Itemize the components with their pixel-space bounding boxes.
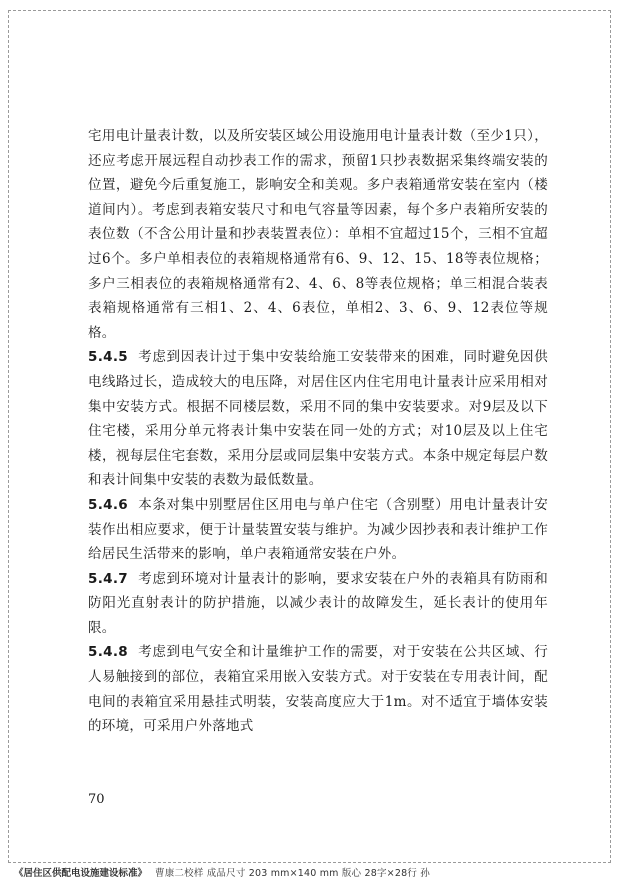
footer-book-title: 《居住区供配电设施建设标准》 bbox=[14, 868, 148, 879]
clause-5-4-7 bbox=[88, 567, 548, 641]
clause-number: 5.4.8 bbox=[88, 644, 128, 661]
paragraph-text: 考虑到电气安全和计量维护工作的需要，对于安装在公共区域、行人易触接到的部位，表箱宜采用嵌入安装方式。对于安装在专用表计间，配电间的表箱宜采用悬挂式明装，安装高度应大于1m。对不适宜于墙体安装的环境，可采用户外落地式 bbox=[88, 644, 548, 735]
paragraph-text: 宅用电计量表计数，以及所安装区域公用设施用电计量表计数（至少1只），还应考虑开展远程自动抄表工作的需求，预留1只抄表数据采集终端安装的位置，避免今后重复施工，影响安全和美观。多户表箱通常安装在室内（楼道间内）。考虑到表箱安装尺寸和电气容量等因素，每个多户表箱所安装的表位数（不含公用计量和抄表装置表位）：单相不宜超过15个，三相不宜超过6个。多户单相表位的表箱规格通常有6、9、12、15、18等表位规格；多户三相表位的表箱规格通常有2、4、6、8等表位规格；单三相混合装表表箱规格通常有三相1、2、4、6表位，单相2、3、6、9、12表位等规格。 bbox=[88, 128, 548, 341]
clause-5-4-5 bbox=[88, 345, 548, 493]
print-footer bbox=[14, 868, 430, 880]
clause-number: 5.4.6 bbox=[88, 496, 128, 513]
clause-5-4-6 bbox=[88, 493, 548, 567]
document-body bbox=[88, 124, 548, 739]
footer-meta: 曹康二校样 成品尺寸 203 mm×140 mm 版心 28字×28行 孙 bbox=[155, 868, 430, 879]
paragraph-text: 考虑到因表计过于集中安装给施工安装带来的困难，同时避免因供电线路过长，造成较大的电压降，对居住区内住宅用电计量表计应采用相对集中安装方式。根据不同楼层数，采用不同的集中安装要求。对9层及以下住宅楼，采用分单元将表计集中安装在同一处的方式；对10层及以上住宅楼，视每层住宅套数，采用分层或同层集中安装方式。本条中规定每层户数和表计间集中安装的表数为最低数量。 bbox=[88, 349, 548, 489]
clause-number: 5.4.7 bbox=[88, 570, 128, 587]
page-number: 70 bbox=[88, 792, 105, 807]
clause-number: 5.4.5 bbox=[88, 349, 128, 366]
clause-5-4-8 bbox=[88, 640, 548, 738]
paragraph-text: 本条对集中别墅居住区用电与单户住宅（含别墅）用电计量表计安装作出相应要求，便于计量装置安装与维护。为减少因抄表和表计维护工作给居民生活带来的影响，单户表箱通常安装在户外。 bbox=[88, 496, 548, 563]
paragraph-text: 考虑到环境对计量表计的影响，要求安装在户外的表箱具有防雨和防阳光直射表计的防护措施，以减少表计的故障发生，延长表计的使用年限。 bbox=[88, 570, 548, 636]
paragraph-continuation bbox=[88, 124, 548, 345]
